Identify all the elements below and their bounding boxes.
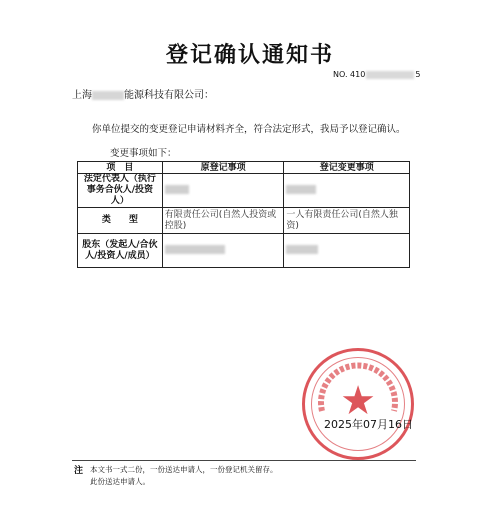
footnote-line: 此份送达申请人。 <box>90 477 150 486</box>
official-seal <box>302 348 414 460</box>
table-row <box>78 174 410 208</box>
row-item: 法定代表人（执行事务合伙人/投资人） <box>78 174 163 208</box>
redaction-blur <box>366 71 414 79</box>
document-number-prefix: NO. 410 <box>333 70 366 79</box>
document-number-suffix: 5 <box>415 70 421 79</box>
addressee <box>72 86 214 101</box>
issue-date: 2025年07月16日 <box>324 418 413 431</box>
change-table <box>77 161 410 268</box>
confirmation-text: 你单位提交的变更登记申请材料齐全，符合法定形式，我局予以登记确认。 <box>92 124 406 135</box>
header-changed: 登记变更事项 <box>284 162 410 174</box>
header-item: 项 目 <box>78 162 163 174</box>
footnote-line: 本文书一式二份，一份送达申请人，一份登记机关留存。 <box>90 465 278 474</box>
changes-intro: 变更事项如下： <box>110 148 177 159</box>
addressee-prefix: 上海 <box>72 90 92 101</box>
row-original: 有限责任公司(自然人投资或控股) <box>162 208 284 234</box>
row-original <box>162 174 284 208</box>
redaction-blur <box>286 245 318 254</box>
document-number <box>333 70 420 79</box>
footnote-divider <box>72 460 416 461</box>
row-changed: 一人有限责任公司(自然人独资) <box>284 208 410 234</box>
redaction-blur <box>165 245 225 254</box>
redaction-blur <box>92 91 124 100</box>
footnote-label: 注 <box>74 466 84 476</box>
star-icon: ★ <box>340 378 376 424</box>
row-changed <box>284 174 410 208</box>
row-original <box>162 234 284 268</box>
addressee-suffix: 能源科技有限公司： <box>124 90 214 101</box>
header-original: 原登记事项 <box>162 162 284 174</box>
redaction-blur <box>286 185 316 194</box>
row-item: 类 型 <box>78 208 163 234</box>
document-title: 登记确认通知书 <box>165 43 334 68</box>
row-changed <box>284 234 410 268</box>
table-row <box>78 234 410 268</box>
redaction-blur <box>165 185 189 194</box>
row-item: 股东（发起人/合伙人/投资人/成员） <box>78 234 163 268</box>
table-header-row <box>78 162 410 174</box>
table-row <box>78 208 410 234</box>
